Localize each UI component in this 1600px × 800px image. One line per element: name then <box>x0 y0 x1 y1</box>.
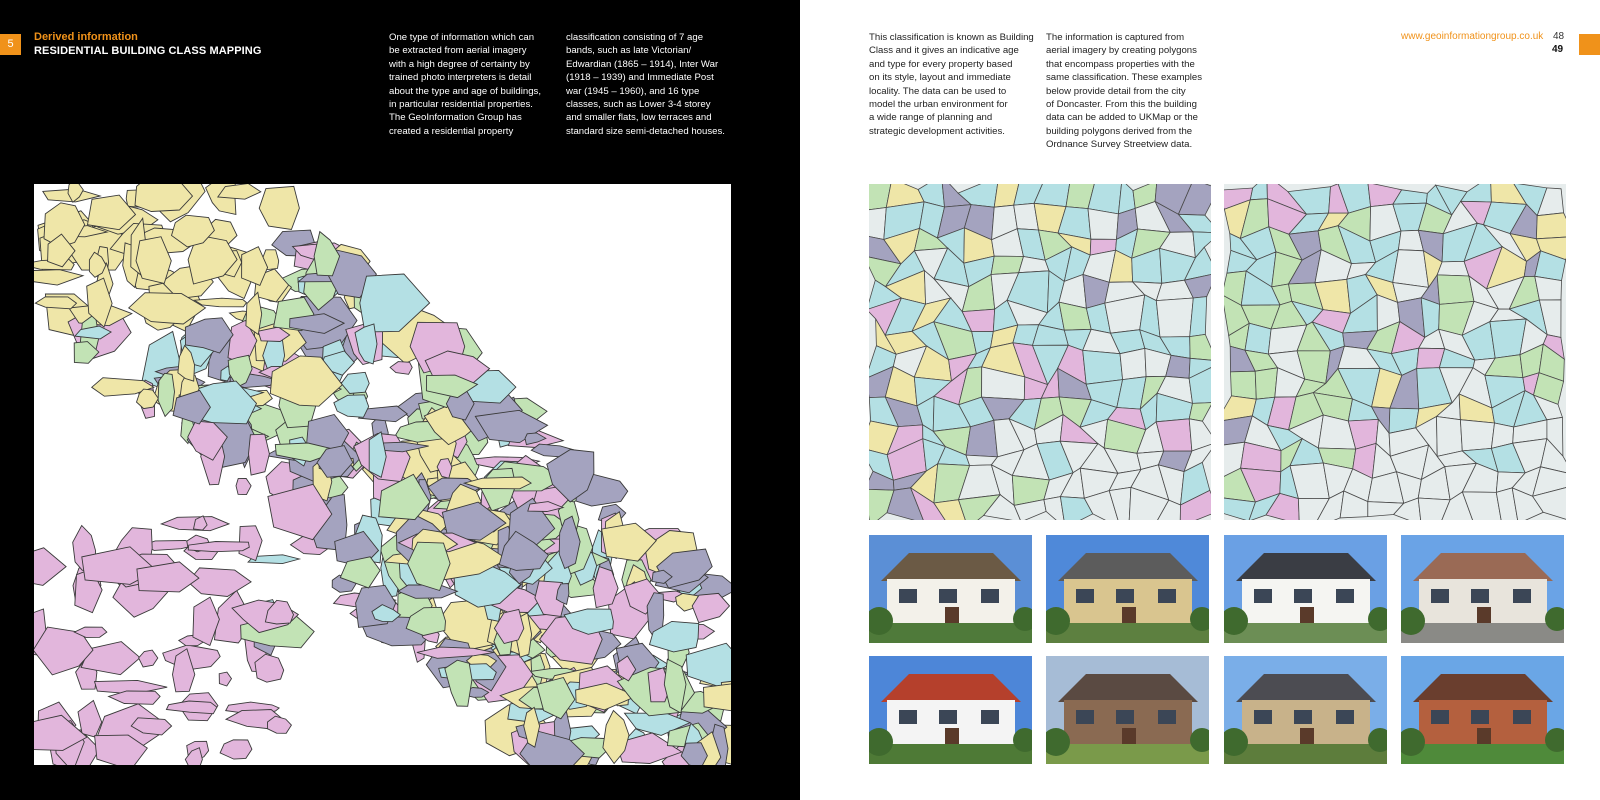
detail-map-polygon <box>1120 348 1146 379</box>
terraced-row-photo <box>1224 656 1387 764</box>
map-polygons <box>34 184 731 765</box>
detail-map-polygon <box>1460 420 1494 451</box>
thatched-cottage-photo <box>869 535 1032 643</box>
brick-detached-house-photo <box>1046 535 1209 643</box>
detail-map-polygon <box>1437 261 1469 276</box>
white-cottage-photo <box>1224 535 1387 643</box>
detail-map-left <box>869 184 1211 520</box>
detail-map-polygon <box>1231 371 1257 399</box>
detail-map-polygon <box>1437 275 1474 305</box>
detail-map-polygon <box>1088 209 1118 240</box>
page-tab-marker <box>1579 34 1600 55</box>
intro-column-4: The information is captured from aerial imagery by creating polygons that encompass properties with the same classification. These examples below provide detail from the city of Doncaster. From this the building data can be added to UKMap or the building polygons derived from the Ordnance Survey Streetview data. <box>1046 32 1203 151</box>
detail-map-polygon <box>1255 368 1277 399</box>
page-number-left: 48 <box>1553 31 1565 42</box>
intro-column-3: This classification is known as Building Class and it gives an indicative age and type for every property based on its style, layout and immediate locality. The data can be used to model the urban environment for a wide range of planning and strategic development activities. <box>869 32 1034 137</box>
section-number-badge: 5 <box>0 34 21 55</box>
detail-map-polygon <box>869 208 886 240</box>
intro-column-1: One type of information which can be extracted from aerial imagery with a high degree of certainty by trained photo interpreters is detail about the type and age of buildings, in particular residential properties. The GeoInformation Group has created a residential property <box>389 32 542 137</box>
page-number-right: 49 <box>1552 44 1564 55</box>
detail-map-polygon <box>1156 298 1193 337</box>
clad-detached-house-photo <box>1046 656 1209 764</box>
detail-map-polygon <box>1437 417 1463 457</box>
red-brick-house-photo <box>1401 656 1564 764</box>
detail-map-polygon <box>1245 323 1271 354</box>
section-kicker: Derived information <box>34 31 138 43</box>
building-class-map <box>34 184 731 765</box>
website-link[interactable]: www.geoinformationgroup.co.uk <box>1401 31 1544 42</box>
detail-map-polygon <box>1083 350 1123 384</box>
detail-map-polygon <box>1189 403 1211 422</box>
detail-map-polygon <box>1250 184 1267 200</box>
detail-map-right <box>1224 184 1566 520</box>
detail-map-polygon <box>1536 213 1566 239</box>
semi-detached-houses-photo <box>1401 535 1564 643</box>
detail-map-polygon <box>1535 276 1562 300</box>
page-title: RESIDENTIAL BUILDING CLASS MAPPING <box>34 45 262 57</box>
intro-column-2: classification consisting of 7 age bands, such as late Victorian/ Edwardian (1865 – 1914), Inter War (1918 – 1939) and Immediate Post war (1945 – 1960), and 16 type classes, such as Lower 3-4 storey and smaller flats, low terraces and standard size semi-detached houses. <box>566 32 725 137</box>
detail-map-left-polygons <box>869 184 1211 520</box>
detail-map-polygon <box>1190 334 1211 360</box>
modern-white-house-photo <box>869 656 1032 764</box>
detail-map-polygon <box>1393 250 1429 288</box>
detail-map-right-polygons <box>1224 184 1566 520</box>
right-page <box>800 0 1600 800</box>
